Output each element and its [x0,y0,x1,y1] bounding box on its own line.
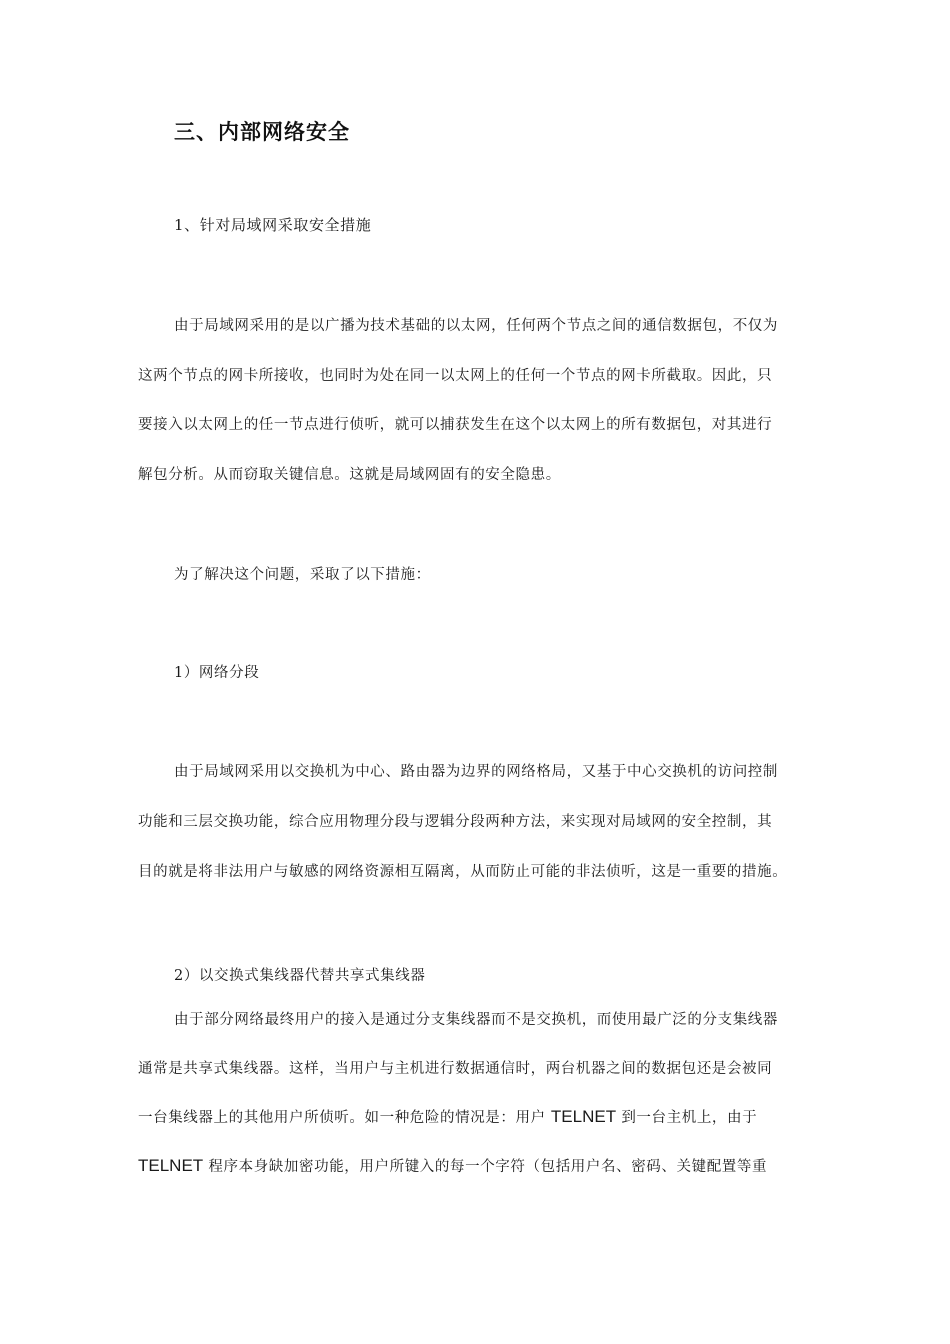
paragraph-4-line-3-text-b: 到一台主机上，由于 [616,1110,758,1126]
subsection-heading-1: 1、针对局域网采取安全措施 [174,216,372,234]
paragraph-4-line-2: 通常是共享式集线器。这样，当用户与主机进行数据通信时，两台机器之间的数据包还是会被同 [138,1061,773,1077]
item-2-heading: 2）以交换式集线器代替共享式集线器 [174,968,426,984]
paragraph-4-line-1: 由于部分网络最终用户的接入是通过分支集线器而不是交换机，而使用最广泛的分支集线器 [174,1012,778,1028]
paragraph-1-line-1: 由于局域网采用的是以广播为技术基础的以太网，任何两个节点之间的通信数据包，不仅为 [174,318,778,334]
paragraph-3-line-1: 由于局域网采用以交换机为中心、路由器为边界的网络格局，又基于中心交换机的访问控制 [174,764,778,780]
paragraph-2: 为了解决这个问题，采取了以下措施： [174,567,431,583]
paragraph-3-line-3: 目的就是将非法用户与敏感的网络资源相互隔离，从而防止可能的非法侦听，这是一重要的措施。 [138,864,788,880]
telnet-term: TELNET [550,1107,617,1126]
paragraph-3-line-2: 功能和三层交换功能，综合应用物理分段与逻辑分段两种方法，来实现对局域网的安全控制，其 [138,814,773,830]
paragraph-1-line-4: 解包分析。从而窃取关键信息。这就是局域网固有的安全隐患。 [138,467,561,483]
section-title: 三、内部网络安全 [174,120,350,144]
paragraph-4-line-3-text-a: 一台集线器上的其他用户所侦听。如一种危险的情况是：用户 [138,1110,551,1126]
item-1-heading: 1）网络分段 [174,665,260,681]
paragraph-4-line-4 [138,1155,767,1176]
paragraph-4-line-3 [138,1106,757,1127]
paragraph-1-line-3: 要接入以太网上的任一节点进行侦听，就可以捕获发生在这个以太网上的所有数据包，对其进行 [138,417,773,433]
paragraph-1-line-2: 这两个节点的网卡所接收，也同时为处在同一以太网上的任何一个节点的网卡所截取。因此，只 [138,368,773,384]
paragraph-4-line-4-text: 程序本身缺加密功能，用户所键入的每一个字符（包括用户名、密码、关键配置等重 [203,1159,768,1175]
telnet-term: TELNET [138,1156,204,1175]
